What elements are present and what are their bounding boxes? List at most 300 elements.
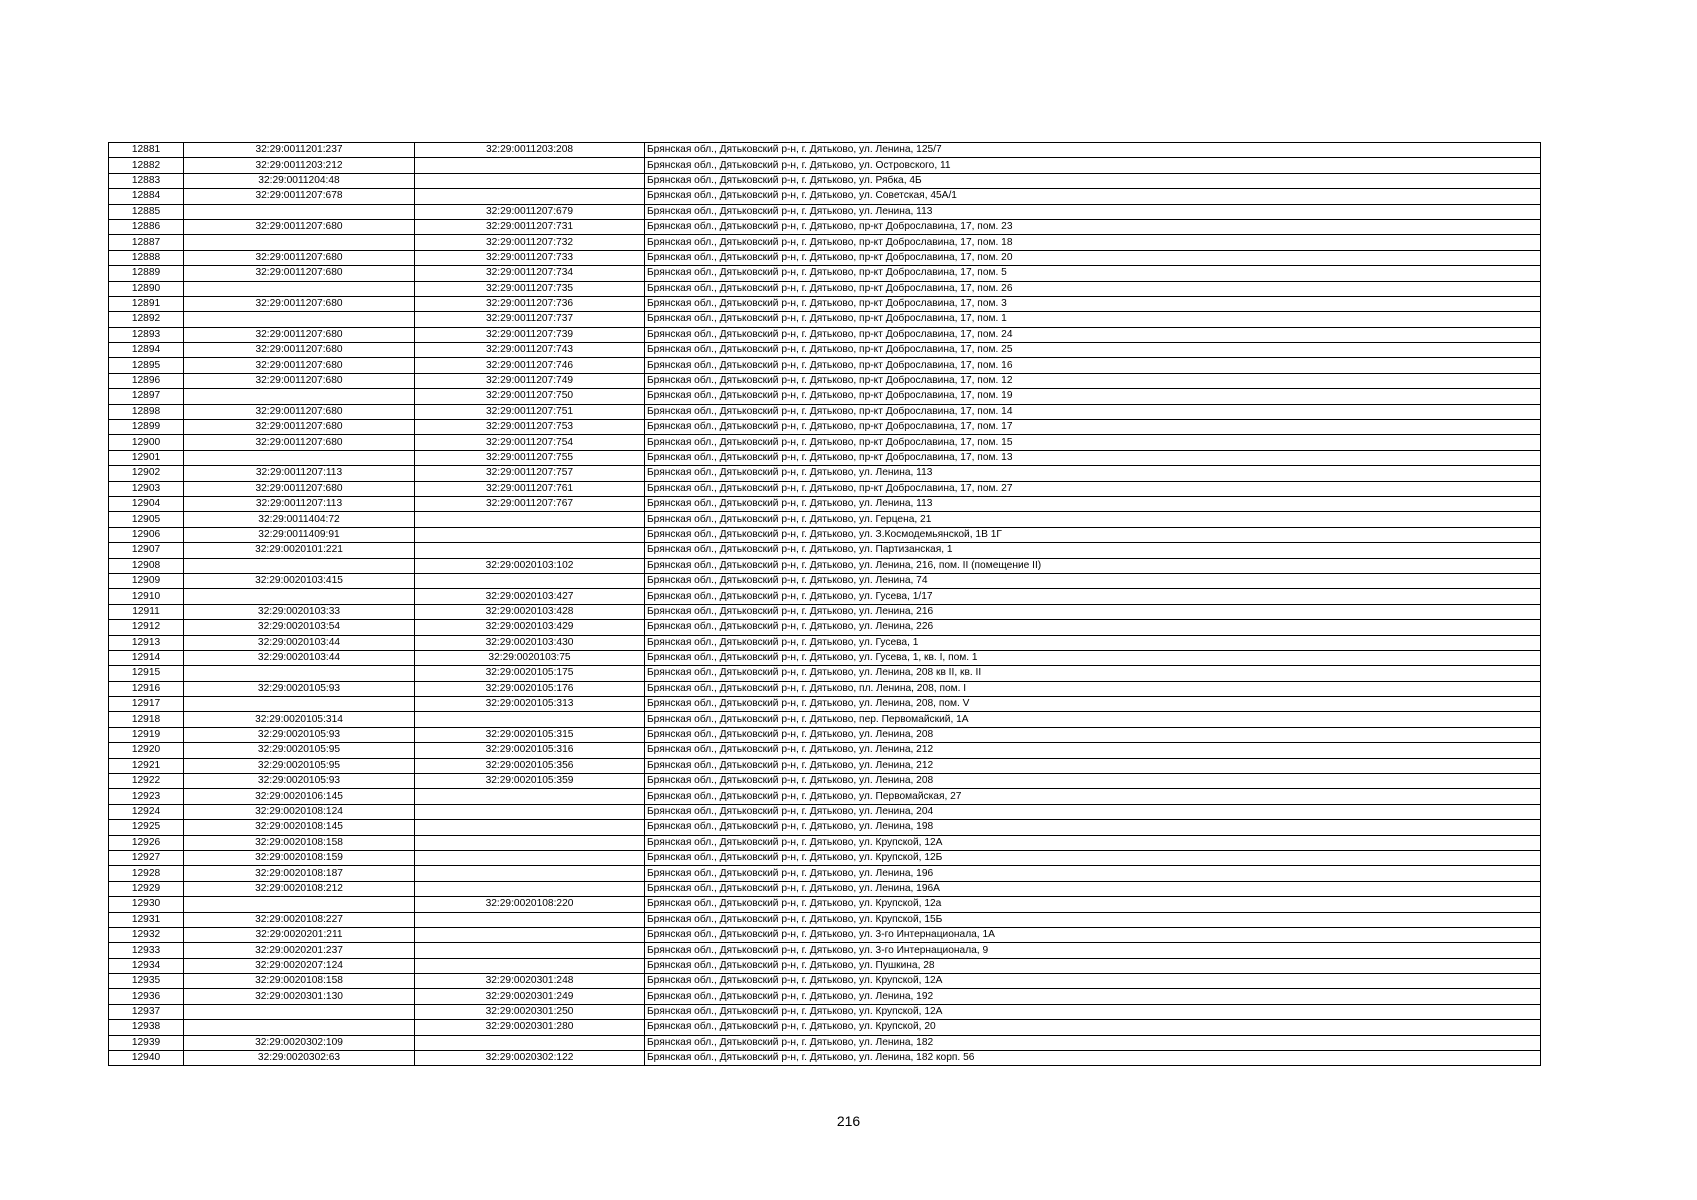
address-cell: Брянская обл., Дятьковский р-н, г. Дятьково, ул. Герцена, 21 xyxy=(645,512,1541,527)
linked-cadastral-number-cell: 32:29:0011207:761 xyxy=(415,481,645,496)
table-row xyxy=(109,573,1541,588)
cadastral-number-cell: 32:29:0020103:33 xyxy=(184,604,415,619)
address-cell: Брянская обл., Дятьковский р-н, г. Дятьково, пр-кт Доброславина, 17, пом. 20 xyxy=(645,250,1541,265)
address-cell: Брянская обл., Дятьковский р-н, г. Дятьково, ул. Гусева, 1, кв. I, пом. 1 xyxy=(645,650,1541,665)
row-number-cell: 12888 xyxy=(109,250,184,265)
linked-cadastral-number-cell: 32:29:0011207:731 xyxy=(415,219,645,234)
linked-cadastral-number-cell xyxy=(415,820,645,835)
address-cell: Брянская обл., Дятьковский р-н, г. Дятьково, ул. Советская, 45А/1 xyxy=(645,189,1541,204)
table-row xyxy=(109,358,1541,373)
row-number-cell: 12896 xyxy=(109,373,184,388)
row-number-cell: 12923 xyxy=(109,789,184,804)
linked-cadastral-number-cell: 32:29:0011207:755 xyxy=(415,450,645,465)
cadastral-number-cell: 32:29:0011207:678 xyxy=(184,189,415,204)
address-cell: Брянская обл., Дятьковский р-н, г. Дятьково, пр-кт Доброславина, 17, пом. 5 xyxy=(645,266,1541,281)
table-row xyxy=(109,512,1541,527)
row-number-cell: 12935 xyxy=(109,974,184,989)
table-row xyxy=(109,835,1541,850)
row-number-cell: 12894 xyxy=(109,343,184,358)
cadastral-number-cell: 32:29:0020301:130 xyxy=(184,989,415,1004)
cadastral-number-cell: 32:29:0020108:212 xyxy=(184,881,415,896)
row-number-cell: 12920 xyxy=(109,743,184,758)
row-number-cell: 12926 xyxy=(109,835,184,850)
row-number-cell: 12900 xyxy=(109,435,184,450)
table-row xyxy=(109,173,1541,188)
linked-cadastral-number-cell xyxy=(415,789,645,804)
address-cell: Брянская обл., Дятьковский р-н, г. Дятьково, ул. Ленина, 125/7 xyxy=(645,143,1541,158)
linked-cadastral-number-cell: 32:29:0011207:757 xyxy=(415,466,645,481)
cadastral-number-cell: 32:29:0020103:54 xyxy=(184,620,415,635)
address-cell: Брянская обл., Дятьковский р-н, г. Дятьково, ул. Островского, 11 xyxy=(645,158,1541,173)
row-number-cell: 12911 xyxy=(109,604,184,619)
linked-cadastral-number-cell: 32:29:0020301:280 xyxy=(415,1020,645,1035)
address-cell: Брянская обл., Дятьковский р-н, г. Дятьково, пр-кт Доброславина, 17, пом. 13 xyxy=(645,450,1541,465)
row-number-cell: 12925 xyxy=(109,820,184,835)
linked-cadastral-number-cell: 32:29:0020103:102 xyxy=(415,558,645,573)
cadastral-number-cell: 32:29:0011207:680 xyxy=(184,250,415,265)
linked-cadastral-number-cell: 32:29:0011207:743 xyxy=(415,343,645,358)
address-cell: Брянская обл., Дятьковский р-н, г. Дятьково, ул. 3-го Интернационала, 1А xyxy=(645,927,1541,942)
linked-cadastral-number-cell xyxy=(415,512,645,527)
linked-cadastral-number-cell: 32:29:0011207:751 xyxy=(415,404,645,419)
cadastral-number-cell: 32:29:0011207:680 xyxy=(184,219,415,234)
cadastral-number-cell: 32:29:0020105:95 xyxy=(184,758,415,773)
linked-cadastral-number-cell: 32:29:0020301:250 xyxy=(415,1004,645,1019)
row-number-cell: 12898 xyxy=(109,404,184,419)
cadastral-number-cell: 32:29:0011207:680 xyxy=(184,266,415,281)
table-row xyxy=(109,712,1541,727)
table-row xyxy=(109,1020,1541,1035)
table-row xyxy=(109,404,1541,419)
address-cell: Брянская обл., Дятьковский р-н, г. Дятьково, пр-кт Доброславина, 17, пом. 26 xyxy=(645,281,1541,296)
row-number-cell: 12917 xyxy=(109,697,184,712)
linked-cadastral-number-cell: 32:29:0020301:249 xyxy=(415,989,645,1004)
cadastral-number-cell: 32:29:0011207:680 xyxy=(184,404,415,419)
row-number-cell: 12893 xyxy=(109,327,184,342)
address-cell: Брянская обл., Дятьковский р-н, г. Дятьково, ул. Ленина, 182 корп. 56 xyxy=(645,1051,1541,1066)
cadastral-number-cell xyxy=(184,204,415,219)
address-cell: Брянская обл., Дятьковский р-н, г. Дятьково, пр-кт Доброславина, 17, пом. 17 xyxy=(645,420,1541,435)
address-cell: Брянская обл., Дятьковский р-н, г. Дятьково, пр-кт Доброславина, 17, пом. 25 xyxy=(645,343,1541,358)
row-number-cell: 12916 xyxy=(109,681,184,696)
cadastral-number-cell: 32:29:0020103:44 xyxy=(184,635,415,650)
address-cell: Брянская обл., Дятьковский р-н, г. Дятьково, ул. Ленина, 212 xyxy=(645,743,1541,758)
linked-cadastral-number-cell: 32:29:0011207:750 xyxy=(415,389,645,404)
row-number-cell: 12910 xyxy=(109,589,184,604)
address-cell: Брянская обл., Дятьковский р-н, г. Дятьково, ул. Крупской, 12А xyxy=(645,974,1541,989)
linked-cadastral-number-cell: 32:29:0020302:122 xyxy=(415,1051,645,1066)
address-cell: Брянская обл., Дятьковский р-н, г. Дятьково, ул. Рябка, 4Б xyxy=(645,173,1541,188)
linked-cadastral-number-cell xyxy=(415,543,645,558)
linked-cadastral-number-cell xyxy=(415,1035,645,1050)
linked-cadastral-number-cell: 32:29:0011207:767 xyxy=(415,496,645,511)
row-number-cell: 12931 xyxy=(109,912,184,927)
linked-cadastral-number-cell: 32:29:0011207:733 xyxy=(415,250,645,265)
table-row xyxy=(109,727,1541,742)
table-row xyxy=(109,466,1541,481)
cadastral-number-cell: 32:29:0011207:680 xyxy=(184,358,415,373)
linked-cadastral-number-cell: 32:29:0011207:734 xyxy=(415,266,645,281)
linked-cadastral-number-cell: 32:29:0011207:754 xyxy=(415,435,645,450)
table-row xyxy=(109,681,1541,696)
linked-cadastral-number-cell: 32:29:0020105:176 xyxy=(415,681,645,696)
linked-cadastral-number-cell xyxy=(415,866,645,881)
address-cell: Брянская обл., Дятьковский р-н, г. Дятьково, ул. Ленина, 196А xyxy=(645,881,1541,896)
cadastral-number-cell xyxy=(184,558,415,573)
cadastral-number-cell: 32:29:0020108:227 xyxy=(184,912,415,927)
row-number-cell: 12884 xyxy=(109,189,184,204)
row-number-cell: 12919 xyxy=(109,727,184,742)
cadastral-number-cell: 32:29:0011404:72 xyxy=(184,512,415,527)
cadastral-number-cell: 32:29:0020108:158 xyxy=(184,835,415,850)
cadastral-number-cell: 32:29:0011207:680 xyxy=(184,343,415,358)
row-number-cell: 12891 xyxy=(109,296,184,311)
cadastral-number-cell: 32:29:0020108:159 xyxy=(184,850,415,865)
cadastral-number-cell: 32:29:0020108:158 xyxy=(184,974,415,989)
linked-cadastral-number-cell xyxy=(415,158,645,173)
cadastral-number-cell xyxy=(184,281,415,296)
linked-cadastral-number-cell: 32:29:0011203:208 xyxy=(415,143,645,158)
address-cell: Брянская обл., Дятьковский р-н, г. Дятьково, ул. Ленина, 196 xyxy=(645,866,1541,881)
cadastral-number-cell xyxy=(184,589,415,604)
cadastral-number-cell: 32:29:0020302:109 xyxy=(184,1035,415,1050)
table-row xyxy=(109,143,1541,158)
table-row xyxy=(109,235,1541,250)
address-cell: Брянская обл., Дятьковский р-н, г. Дятьково, ул. Крупской, 15Б xyxy=(645,912,1541,927)
linked-cadastral-number-cell xyxy=(415,712,645,727)
cadastral-number-cell: 32:29:0020106:145 xyxy=(184,789,415,804)
cadastral-number-cell xyxy=(184,666,415,681)
row-number-cell: 12912 xyxy=(109,620,184,635)
row-number-cell: 12892 xyxy=(109,312,184,327)
row-number-cell: 12924 xyxy=(109,804,184,819)
address-cell: Брянская обл., Дятьковский р-н, г. Дятьково, пр-кт Доброславина, 17, пом. 16 xyxy=(645,358,1541,373)
linked-cadastral-number-cell: 32:29:0011207:737 xyxy=(415,312,645,327)
table-row xyxy=(109,604,1541,619)
row-number-cell: 12887 xyxy=(109,235,184,250)
row-number-cell: 12907 xyxy=(109,543,184,558)
row-number-cell: 12937 xyxy=(109,1004,184,1019)
address-cell: Брянская обл., Дятьковский р-н, г. Дятьково, ул. Ленина, 74 xyxy=(645,573,1541,588)
table-row xyxy=(109,589,1541,604)
cadastral-number-cell: 32:29:0011207:680 xyxy=(184,420,415,435)
row-number-cell: 12918 xyxy=(109,712,184,727)
address-cell: Брянская обл., Дятьковский р-н, г. Дятьково, ул. Крупской, 12А xyxy=(645,835,1541,850)
row-number-cell: 12908 xyxy=(109,558,184,573)
table-row xyxy=(109,666,1541,681)
linked-cadastral-number-cell xyxy=(415,573,645,588)
table-row xyxy=(109,296,1541,311)
linked-cadastral-number-cell: 32:29:0011207:739 xyxy=(415,327,645,342)
row-number-cell: 12902 xyxy=(109,466,184,481)
table-row xyxy=(109,1051,1541,1066)
linked-cadastral-number-cell: 32:29:0020105:315 xyxy=(415,727,645,742)
cadastral-number-cell: 32:29:0020302:63 xyxy=(184,1051,415,1066)
linked-cadastral-number-cell: 32:29:0020103:428 xyxy=(415,604,645,619)
address-cell: Брянская обл., Дятьковский р-н, г. Дятьково, ул. Пушкина, 28 xyxy=(645,958,1541,973)
cadastral-number-cell: 32:29:0011201:237 xyxy=(184,143,415,158)
cadastral-number-cell: 32:29:0011207:680 xyxy=(184,327,415,342)
address-cell: Брянская обл., Дятьковский р-н, г. Дятьково, ул. Ленина, 204 xyxy=(645,804,1541,819)
cadastral-number-cell xyxy=(184,697,415,712)
row-number-cell: 12933 xyxy=(109,943,184,958)
address-cell: Брянская обл., Дятьковский р-н, г. Дятьково, ул. Ленина, 192 xyxy=(645,989,1541,1004)
cadastral-number-cell: 32:29:0020105:93 xyxy=(184,681,415,696)
table-row xyxy=(109,958,1541,973)
address-cell: Брянская обл., Дятьковский р-н, г. Дятьково, пр-кт Доброславина, 17, пом. 24 xyxy=(645,327,1541,342)
table-row xyxy=(109,450,1541,465)
address-cell: Брянская обл., Дятьковский р-н, г. Дятьково, пр-кт Доброславина, 17, пом. 3 xyxy=(645,296,1541,311)
table-row xyxy=(109,527,1541,542)
row-number-cell: 12901 xyxy=(109,450,184,465)
page-number: 216 xyxy=(836,1113,861,1129)
row-number-cell: 12938 xyxy=(109,1020,184,1035)
table-row xyxy=(109,189,1541,204)
table-row xyxy=(109,897,1541,912)
linked-cadastral-number-cell xyxy=(415,927,645,942)
address-cell: Брянская обл., Дятьковский р-н, г. Дятьково, пр-кт Доброславина, 17, пом. 1 xyxy=(645,312,1541,327)
row-number-cell: 12889 xyxy=(109,266,184,281)
cadastral-number-cell: 32:29:0011204:48 xyxy=(184,173,415,188)
row-number-cell: 12915 xyxy=(109,666,184,681)
linked-cadastral-number-cell: 32:29:0011207:736 xyxy=(415,296,645,311)
cadastral-number-cell xyxy=(184,450,415,465)
table-row xyxy=(109,743,1541,758)
table-row xyxy=(109,343,1541,358)
table-row xyxy=(109,435,1541,450)
linked-cadastral-number-cell: 32:29:0020103:75 xyxy=(415,650,645,665)
table-row xyxy=(109,881,1541,896)
table-row xyxy=(109,1004,1541,1019)
table-row xyxy=(109,943,1541,958)
table-row xyxy=(109,912,1541,927)
table-row xyxy=(109,866,1541,881)
row-number-cell: 12936 xyxy=(109,989,184,1004)
linked-cadastral-number-cell: 32:29:0020105:316 xyxy=(415,743,645,758)
table-row xyxy=(109,927,1541,942)
linked-cadastral-number-cell xyxy=(415,850,645,865)
cadastral-number-cell xyxy=(184,389,415,404)
cadastral-number-cell: 32:29:0020201:237 xyxy=(184,943,415,958)
cadastral-number-cell: 32:29:0011207:680 xyxy=(184,373,415,388)
cadastral-number-cell: 32:29:0020105:314 xyxy=(184,712,415,727)
address-cell: Брянская обл., Дятьковский р-н, г. Дятьково, пр-кт Доброславина, 17, пом. 23 xyxy=(645,219,1541,234)
table-row xyxy=(109,373,1541,388)
cadastral-number-cell: 32:29:0011203:212 xyxy=(184,158,415,173)
cadastral-number-cell: 32:29:0020103:415 xyxy=(184,573,415,588)
row-number-cell: 12939 xyxy=(109,1035,184,1050)
address-cell: Брянская обл., Дятьковский р-н, г. Дятьково, ул. Крупской, 12А xyxy=(645,1004,1541,1019)
address-cell: Брянская обл., Дятьковский р-н, г. Дятьково, пр-кт Доброславина, 17, пом. 19 xyxy=(645,389,1541,404)
address-cell: Брянская обл., Дятьковский р-н, г. Дятьково, ул. Ленина, 113 xyxy=(645,496,1541,511)
address-cell: Брянская обл., Дятьковский р-н, г. Дятьково, пр-кт Доброславина, 17, пом. 14 xyxy=(645,404,1541,419)
table-row xyxy=(109,804,1541,819)
linked-cadastral-number-cell: 32:29:0020105:359 xyxy=(415,774,645,789)
address-cell: Брянская обл., Дятьковский р-н, г. Дятьково, ул. Крупской, 12Б xyxy=(645,850,1541,865)
address-cell: Брянская обл., Дятьковский р-н, г. Дятьково, пр-кт Доброславина, 17, пом. 12 xyxy=(645,373,1541,388)
row-number-cell: 12903 xyxy=(109,481,184,496)
linked-cadastral-number-cell: 32:29:0011207:679 xyxy=(415,204,645,219)
row-number-cell: 12885 xyxy=(109,204,184,219)
linked-cadastral-number-cell xyxy=(415,189,645,204)
cadastral-number-cell xyxy=(184,312,415,327)
address-cell: Брянская обл., Дятьковский р-н, г. Дятьково, ул. Ленина, 182 xyxy=(645,1035,1541,1050)
row-number-cell: 12886 xyxy=(109,219,184,234)
cadastral-number-cell: 32:29:0020108:187 xyxy=(184,866,415,881)
cadastral-number-cell: 32:29:0020103:44 xyxy=(184,650,415,665)
address-cell: Брянская обл., Дятьковский р-н, г. Дятьково, ул. Ленина, 113 xyxy=(645,204,1541,219)
cadastral-number-cell xyxy=(184,235,415,250)
table-row xyxy=(109,697,1541,712)
row-number-cell: 12914 xyxy=(109,650,184,665)
row-number-cell: 12930 xyxy=(109,897,184,912)
linked-cadastral-number-cell: 32:29:0011207:732 xyxy=(415,235,645,250)
address-cell: Брянская обл., Дятьковский р-н, г. Дятьково, ул. Ленина, 216 xyxy=(645,604,1541,619)
linked-cadastral-number-cell: 32:29:0020103:430 xyxy=(415,635,645,650)
cadastral-number-cell xyxy=(184,1004,415,1019)
table-row xyxy=(109,758,1541,773)
address-cell: Брянская обл., Дятьковский р-н, г. Дятьково, пр-кт Доброславина, 17, пом. 27 xyxy=(645,481,1541,496)
table-row xyxy=(109,789,1541,804)
row-number-cell: 12906 xyxy=(109,527,184,542)
row-number-cell: 12904 xyxy=(109,496,184,511)
table-row xyxy=(109,250,1541,265)
table-row xyxy=(109,558,1541,573)
cadastral-number-cell: 32:29:0011207:680 xyxy=(184,481,415,496)
cadastral-number-cell: 32:29:0011207:680 xyxy=(184,296,415,311)
linked-cadastral-number-cell xyxy=(415,943,645,958)
table-row xyxy=(109,281,1541,296)
address-cell: Брянская обл., Дятьковский р-н, г. Дятьково, ул. Крупской, 20 xyxy=(645,1020,1541,1035)
address-cell: Брянская обл., Дятьковский р-н, г. Дятьково, пер. Первомайский, 1А xyxy=(645,712,1541,727)
table-row xyxy=(109,820,1541,835)
address-cell: Брянская обл., Дятьковский р-н, г. Дятьково, ул. Ленина, 208 кв II, кв. II xyxy=(645,666,1541,681)
table-row xyxy=(109,974,1541,989)
address-cell: Брянская обл., Дятьковский р-н, г. Дятьково, ул. Партизанская, 1 xyxy=(645,543,1541,558)
address-cell: Брянская обл., Дятьковский р-н, г. Дятьково, ул. 3-го Интернационала, 9 xyxy=(645,943,1541,958)
linked-cadastral-number-cell: 32:29:0020108:220 xyxy=(415,897,645,912)
cadastral-number-cell xyxy=(184,897,415,912)
linked-cadastral-number-cell xyxy=(415,527,645,542)
address-cell: Брянская обл., Дятьковский р-н, г. Дятьково, пр-кт Доброславина, 17, пом. 15 xyxy=(645,435,1541,450)
cadastral-number-cell: 32:29:0011207:680 xyxy=(184,435,415,450)
row-number-cell: 12905 xyxy=(109,512,184,527)
cadastral-number-cell: 32:29:0020108:145 xyxy=(184,820,415,835)
row-number-cell: 12882 xyxy=(109,158,184,173)
cadastral-number-cell: 32:29:0020105:93 xyxy=(184,727,415,742)
linked-cadastral-number-cell xyxy=(415,835,645,850)
address-cell: Брянская обл., Дятьковский р-н, г. Дятьково, ул. Крупской, 12а xyxy=(645,897,1541,912)
row-number-cell: 12883 xyxy=(109,173,184,188)
address-cell: Брянская обл., Дятьковский р-н, г. Дятьково, пр-кт Доброславина, 17, пом. 18 xyxy=(645,235,1541,250)
table-row xyxy=(109,1035,1541,1050)
table-row xyxy=(109,496,1541,511)
cadastral-number-cell: 32:29:0011207:113 xyxy=(184,466,415,481)
cadastral-registry-table xyxy=(108,142,1541,1066)
row-number-cell: 12913 xyxy=(109,635,184,650)
row-number-cell: 12940 xyxy=(109,1051,184,1066)
row-number-cell: 12890 xyxy=(109,281,184,296)
table-row xyxy=(109,850,1541,865)
linked-cadastral-number-cell: 32:29:0020105:356 xyxy=(415,758,645,773)
cadastral-number-cell: 32:29:0020108:124 xyxy=(184,804,415,819)
row-number-cell: 12934 xyxy=(109,958,184,973)
table-row xyxy=(109,635,1541,650)
address-cell: Брянская обл., Дятьковский р-н, г. Дятьково, ул. Гусева, 1/17 xyxy=(645,589,1541,604)
row-number-cell: 12909 xyxy=(109,573,184,588)
address-cell: Брянская обл., Дятьковский р-н, г. Дятьково, ул. Ленина, 113 xyxy=(645,466,1541,481)
row-number-cell: 12897 xyxy=(109,389,184,404)
linked-cadastral-number-cell: 32:29:0011207:746 xyxy=(415,358,645,373)
address-cell: Брянская обл., Дятьковский р-н, г. Дятьково, ул. Ленина, 208, пом. V xyxy=(645,697,1541,712)
table-row xyxy=(109,389,1541,404)
table-row xyxy=(109,989,1541,1004)
cadastral-number-cell: 32:29:0020105:93 xyxy=(184,774,415,789)
linked-cadastral-number-cell: 32:29:0020103:427 xyxy=(415,589,645,604)
row-number-cell: 12929 xyxy=(109,881,184,896)
address-cell: Брянская обл., Дятьковский р-н, г. Дятьково, ул. Ленина, 226 xyxy=(645,620,1541,635)
table-row xyxy=(109,312,1541,327)
table-row xyxy=(109,219,1541,234)
row-number-cell: 12927 xyxy=(109,850,184,865)
address-cell: Брянская обл., Дятьковский р-н, г. Дятьково, ул. Ленина, 198 xyxy=(645,820,1541,835)
row-number-cell: 12899 xyxy=(109,420,184,435)
linked-cadastral-number-cell: 32:29:0020105:175 xyxy=(415,666,645,681)
address-cell: Брянская обл., Дятьковский р-н, г. Дятьково, ул. Ленина, 212 xyxy=(645,758,1541,773)
address-cell: Брянская обл., Дятьковский р-н, г. Дятьково, ул. Ленина, 208 xyxy=(645,727,1541,742)
cadastral-number-cell: 32:29:0011207:113 xyxy=(184,496,415,511)
table-row xyxy=(109,158,1541,173)
linked-cadastral-number-cell: 32:29:0020301:248 xyxy=(415,974,645,989)
linked-cadastral-number-cell: 32:29:0020105:313 xyxy=(415,697,645,712)
linked-cadastral-number-cell xyxy=(415,912,645,927)
linked-cadastral-number-cell xyxy=(415,958,645,973)
table-row xyxy=(109,543,1541,558)
cadastral-number-cell: 32:29:0011409:91 xyxy=(184,527,415,542)
address-cell: Брянская обл., Дятьковский р-н, г. Дятьково, ул. Ленина, 208 xyxy=(645,774,1541,789)
row-number-cell: 12932 xyxy=(109,927,184,942)
linked-cadastral-number-cell: 32:29:0011207:753 xyxy=(415,420,645,435)
row-number-cell: 12895 xyxy=(109,358,184,373)
linked-cadastral-number-cell: 32:29:0011207:749 xyxy=(415,373,645,388)
table-row xyxy=(109,650,1541,665)
row-number-cell: 12921 xyxy=(109,758,184,773)
cadastral-number-cell: 32:29:0020101:221 xyxy=(184,543,415,558)
table-row xyxy=(109,204,1541,219)
table-row xyxy=(109,481,1541,496)
address-cell: Брянская обл., Дятьковский р-н, г. Дятьково, пл. Ленина, 208, пом. I xyxy=(645,681,1541,696)
table-row xyxy=(109,327,1541,342)
row-number-cell: 12928 xyxy=(109,866,184,881)
cadastral-number-cell xyxy=(184,1020,415,1035)
registry-table-body xyxy=(109,143,1541,1066)
address-cell: Брянская обл., Дятьковский р-н, г. Дятьково, ул. З.Космодемьянской, 1В 1Г xyxy=(645,527,1541,542)
table-row xyxy=(109,620,1541,635)
linked-cadastral-number-cell xyxy=(415,881,645,896)
cadastral-number-cell: 32:29:0020105:95 xyxy=(184,743,415,758)
linked-cadastral-number-cell xyxy=(415,173,645,188)
table-row xyxy=(109,420,1541,435)
linked-cadastral-number-cell: 32:29:0020103:429 xyxy=(415,620,645,635)
cadastral-number-cell: 32:29:0020201:211 xyxy=(184,927,415,942)
table-row xyxy=(109,266,1541,281)
linked-cadastral-number-cell: 32:29:0011207:735 xyxy=(415,281,645,296)
address-cell: Брянская обл., Дятьковский р-н, г. Дятьково, ул. Ленина, 216, пом. II (помещение II) xyxy=(645,558,1541,573)
row-number-cell: 12922 xyxy=(109,774,184,789)
address-cell: Брянская обл., Дятьковский р-н, г. Дятьково, ул. Гусева, 1 xyxy=(645,635,1541,650)
table-row xyxy=(109,774,1541,789)
address-cell: Брянская обл., Дятьковский р-н, г. Дятьково, ул. Первомайская, 27 xyxy=(645,789,1541,804)
